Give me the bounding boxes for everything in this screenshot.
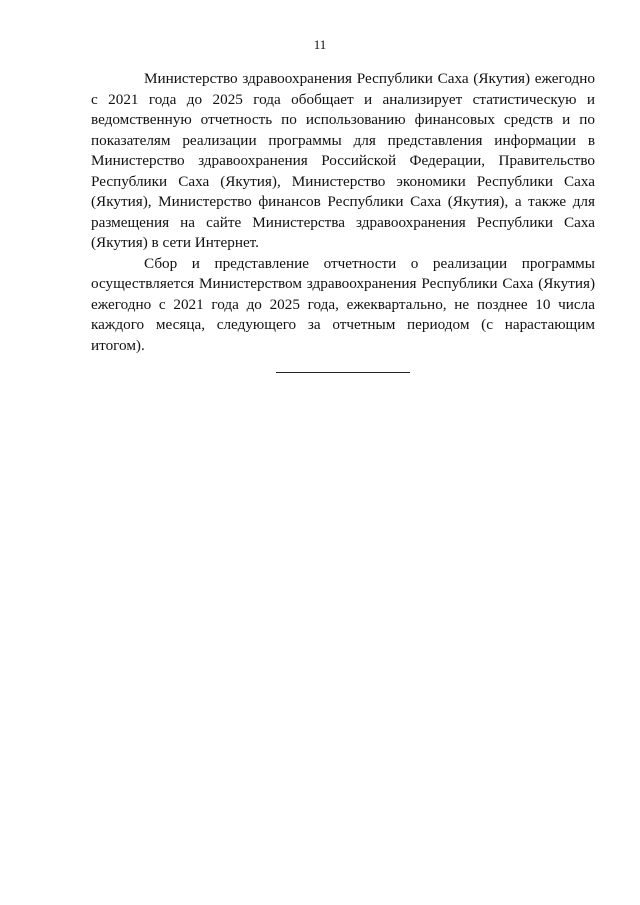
document-body	[91, 69, 595, 356]
paragraph-reporting-analysis: Министерство здравоохранения Республики Саха (Якутия) ежегодно с 2021 года до 2025 года обобщает и анализирует статистическую и ведомственную отчетность по использованию финансовых средств и по показателям реализации программы для представления информации в Министерство здравоохранения Российской Федерации, Правительство Республики Саха (Якутия), Министерство экономики Республики Саха (Якутия), Министерство финансов Республики Саха (Якутия), а также для размещения на сайте Министерства здравоохранения Республики Саха (Якутия) в сети Интернет.	[91, 70, 595, 251]
end-separator-line	[276, 372, 410, 373]
page-number: 11	[313, 37, 327, 52]
paragraph-reporting-collection: Сбор и представление отчетности о реализации программы осуществляется Министерством здравоохранения Республики Саха (Якутия) ежегодно с 2021 года до 2025 года, ежеквартально, не позднее 10 числа каждого месяца, следующего за отчетным периодом (с нарастающим итогом).	[91, 254, 595, 354]
